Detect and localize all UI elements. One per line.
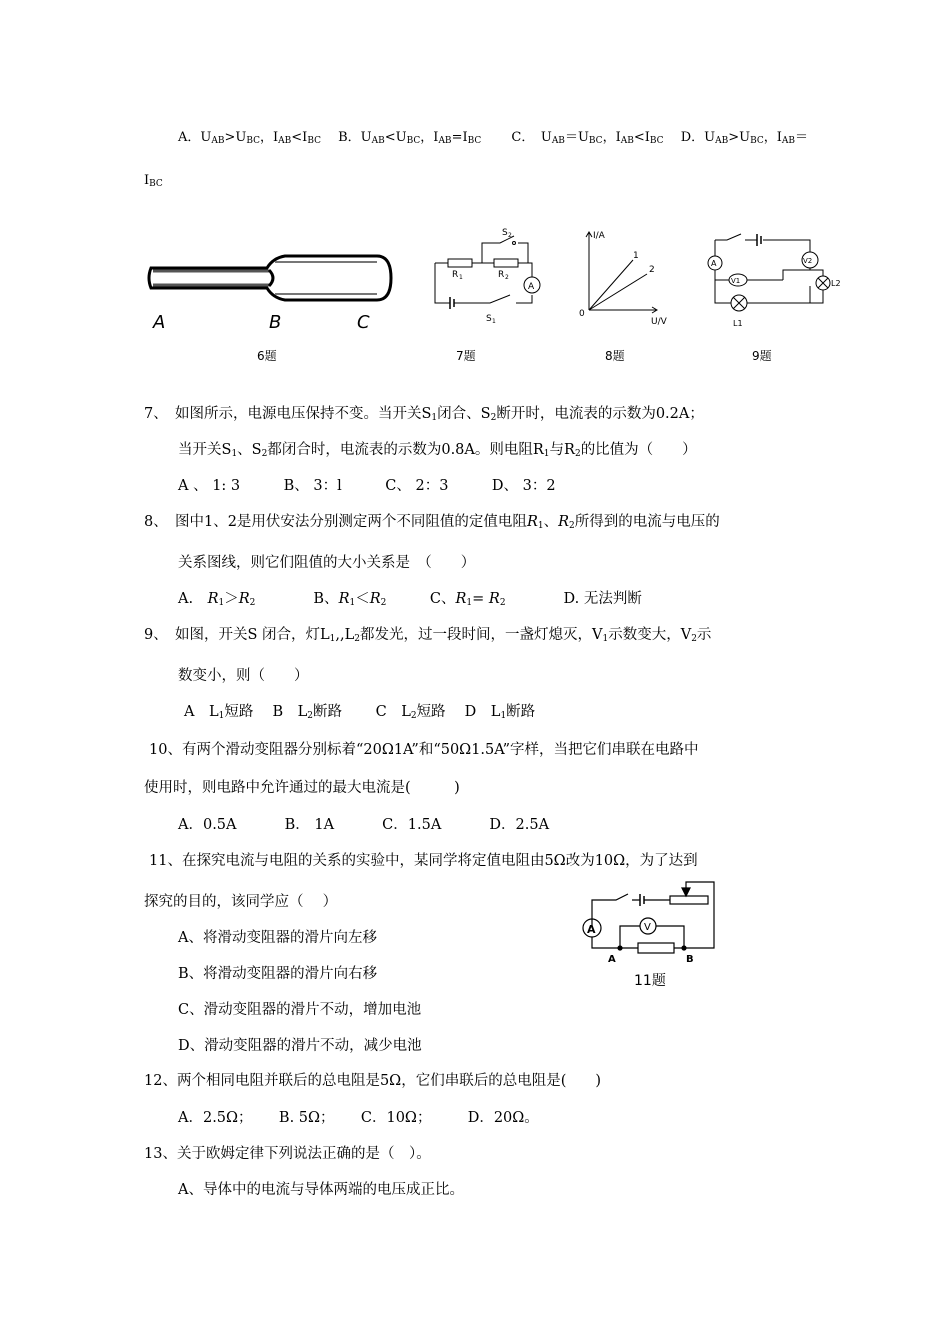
q10-options: A．0.5A B． 1A C．1.5A D．2.5A — [178, 817, 550, 833]
q8-line2: 关系图线，则它们阻值的大小关系是 （ ） — [178, 555, 476, 571]
figure-11-circuit — [578, 876, 723, 966]
figure-9-circuit — [705, 228, 841, 333]
label-a: A — [153, 312, 166, 333]
caption-6: 6题 — [257, 349, 277, 363]
q9-line1: 9、 如图，开关S 闭合，灯$L_1,,L_2$都发光，过一段时间，一盏灯熄灭，$V_1$示数变大，$V_2$示 — [144, 627, 712, 644]
q11-line2: 探究的目的，该同学应（ ） — [144, 894, 338, 910]
node-b-label: B — [686, 954, 694, 965]
y-axis-label: I/A — [593, 231, 605, 241]
q8-line1: 8、 图中1、2是用伏安法分别测定两个不同阻值的定值电阻$R_1$、$R_2$所得到的电流与电压的 — [144, 514, 720, 531]
figure-8-graph — [575, 228, 675, 328]
q11-option-d: D、滑动变阻器的滑片不动，减少电池 — [178, 1038, 422, 1054]
ammeter-symbol: A — [711, 259, 717, 268]
line-2-label: 2 — [649, 265, 655, 275]
ammeter-symbol: A — [587, 923, 596, 936]
q7-options: A 、 1: 3 B、 3：l C、 2：3 D、 3：2 — [178, 478, 556, 494]
caption-7: 7题 — [456, 349, 476, 363]
line-1-label: 1 — [633, 251, 639, 261]
svg-text:1: 1 — [459, 274, 463, 281]
q10-line2: 使用时，则电路中允许通过的最大电流是( ) — [144, 780, 460, 796]
svg-text:2: 2 — [505, 274, 509, 281]
svg-text:R: R — [452, 270, 459, 280]
v1-symbol: V1 — [731, 277, 741, 285]
svg-text:2: 2 — [508, 232, 512, 239]
svg-text:S: S — [502, 228, 508, 238]
l2-label: L2 — [831, 279, 841, 288]
caption-11: 11题 — [634, 973, 666, 989]
q7-line1: 7、 如图所示，电源电压保持不变。当开关$S_1$闭合、$S_2$断开时，电流表的示数为0.2A； — [144, 406, 704, 423]
q13-line1: 13、关于欧姆定律下列说法正确的是（ ）。 — [144, 1146, 431, 1162]
q10-line1: 10、有两个滑动变阻器分别标着“20Ω1A”和“50Ω1.5A”字样，当把它们串联在电路中 — [149, 742, 699, 758]
q6-options-tail: $I_{BC}$ — [144, 173, 163, 189]
q11-option-c: C、滑动变阻器的滑片不动，增加电池 — [178, 1002, 422, 1018]
origin-label: 0 — [579, 309, 585, 319]
ammeter-symbol: A — [528, 282, 535, 292]
caption-8: 8题 — [605, 349, 625, 363]
q11-option-a: A、将滑动变阻器的滑片向左移 — [178, 930, 377, 946]
svg-text:R: R — [498, 270, 505, 280]
figure-6-conductor — [145, 248, 395, 338]
q9-options: A $L_1$短路 B $L_2$断路 C $L_2$短路 D $L_1$断路 — [184, 704, 536, 721]
q12-line1: 12、两个相同电阻并联后的总电阻是5Ω，它们串联后的总电阻是( ) — [144, 1073, 602, 1089]
q6-options: A．$U_{AB}>U_{BC}$，$I_{AB}<I_{BC}$ B．$U_{AB}<U_{BC}$，$I_{AB}=I_{BC}$ C． $U_{AB}=U_{BC}$，$I_{AB}<I_{BC}$ D．$U_{AB}>U_{BC}$，$I_{AB}=$ — [178, 130, 809, 146]
v2-symbol: V2 — [803, 257, 813, 265]
voltmeter-symbol: V — [644, 922, 651, 933]
node-a-label: A — [608, 954, 616, 965]
label-c: C — [357, 312, 370, 333]
caption-9: 9题 — [752, 349, 772, 363]
svg-text:S: S — [486, 314, 492, 324]
l1-label: L1 — [733, 319, 743, 328]
svg-text:1: 1 — [492, 318, 496, 325]
x-axis-label: U/V — [651, 317, 667, 327]
q13-option-a: A、导体中的电流与导体两端的电压成正比。 — [178, 1182, 464, 1198]
q7-line2: 当开关$S_1$、$S_2$都闭合时，电流表的示数为0.8A。则电阻$R_1$与$R_2$的比值为（ ） — [178, 442, 697, 459]
q11-line1: 11、在探究电流与电阻的关系的实验中，某同学将定值电阻由5Ω改为10Ω，为了达到 — [149, 853, 698, 869]
q9-line2: 数变小，则（ ） — [178, 668, 309, 684]
q8-options: A. $R_1>R_2$ B、$R_1<R_2$ C、$R_1= R_2$ D. 无法判断 — [178, 591, 642, 608]
q12-options: A．2.5Ω； B. 5Ω； C．10Ω； D．20Ω。 — [178, 1110, 539, 1126]
label-b: B — [269, 312, 282, 333]
q11-option-b: B、将滑动变阻器的滑片向右移 — [178, 966, 378, 982]
figure-7-circuit — [430, 225, 550, 325]
